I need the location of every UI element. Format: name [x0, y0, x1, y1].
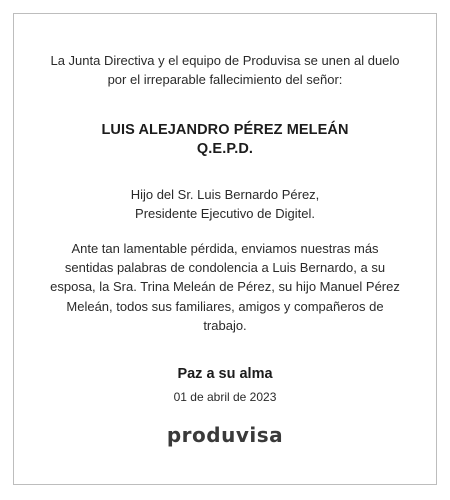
deceased-name: LUIS ALEJANDRO PÉREZ MELEÁN — [101, 122, 349, 138]
deceased-heading — [14, 121, 436, 159]
message-line-4: Meleán, todos sus familiares, amigos y compañeros de — [66, 298, 384, 314]
intro-line-1: La Junta Directiva y el equipo de Produvisa se unen al duelo — [50, 53, 400, 68]
message-line-1: Ante tan lamentable pérdida, enviamos nuestras más — [71, 241, 379, 256]
produvisa-logo-mark — [165, 423, 285, 449]
condolence-message — [14, 239, 436, 335]
intro-line-2: por el irreparable fallecimiento del señor: — [107, 71, 343, 87]
produvisa-logo — [14, 423, 436, 449]
relation-paragraph — [14, 185, 436, 223]
relation-line-1: Hijo del Sr. Luis Bernardo Pérez, — [130, 187, 320, 202]
qepd-label: Q.E.P.D. — [196, 141, 254, 157]
condolence-card — [13, 13, 437, 485]
intro-paragraph — [14, 52, 436, 89]
message-line-5: trabajo. — [203, 317, 247, 333]
relation-line-2: Presidente Ejecutivo de Digitel. — [135, 206, 315, 221]
message-line-3: esposa, la Sra. Trina Meleán de Pérez, su hijo Manuel Pérez — [50, 279, 400, 295]
message-line-2: sentidas palabras de condolencia a Luis Bernardo, a su — [64, 260, 386, 276]
card-content — [14, 14, 436, 484]
peace-heading: Paz a su alma — [177, 366, 273, 382]
publication-date: 01 de abril de 2023 — [173, 390, 277, 404]
logo-wordmark: produvisa — [166, 423, 284, 447]
